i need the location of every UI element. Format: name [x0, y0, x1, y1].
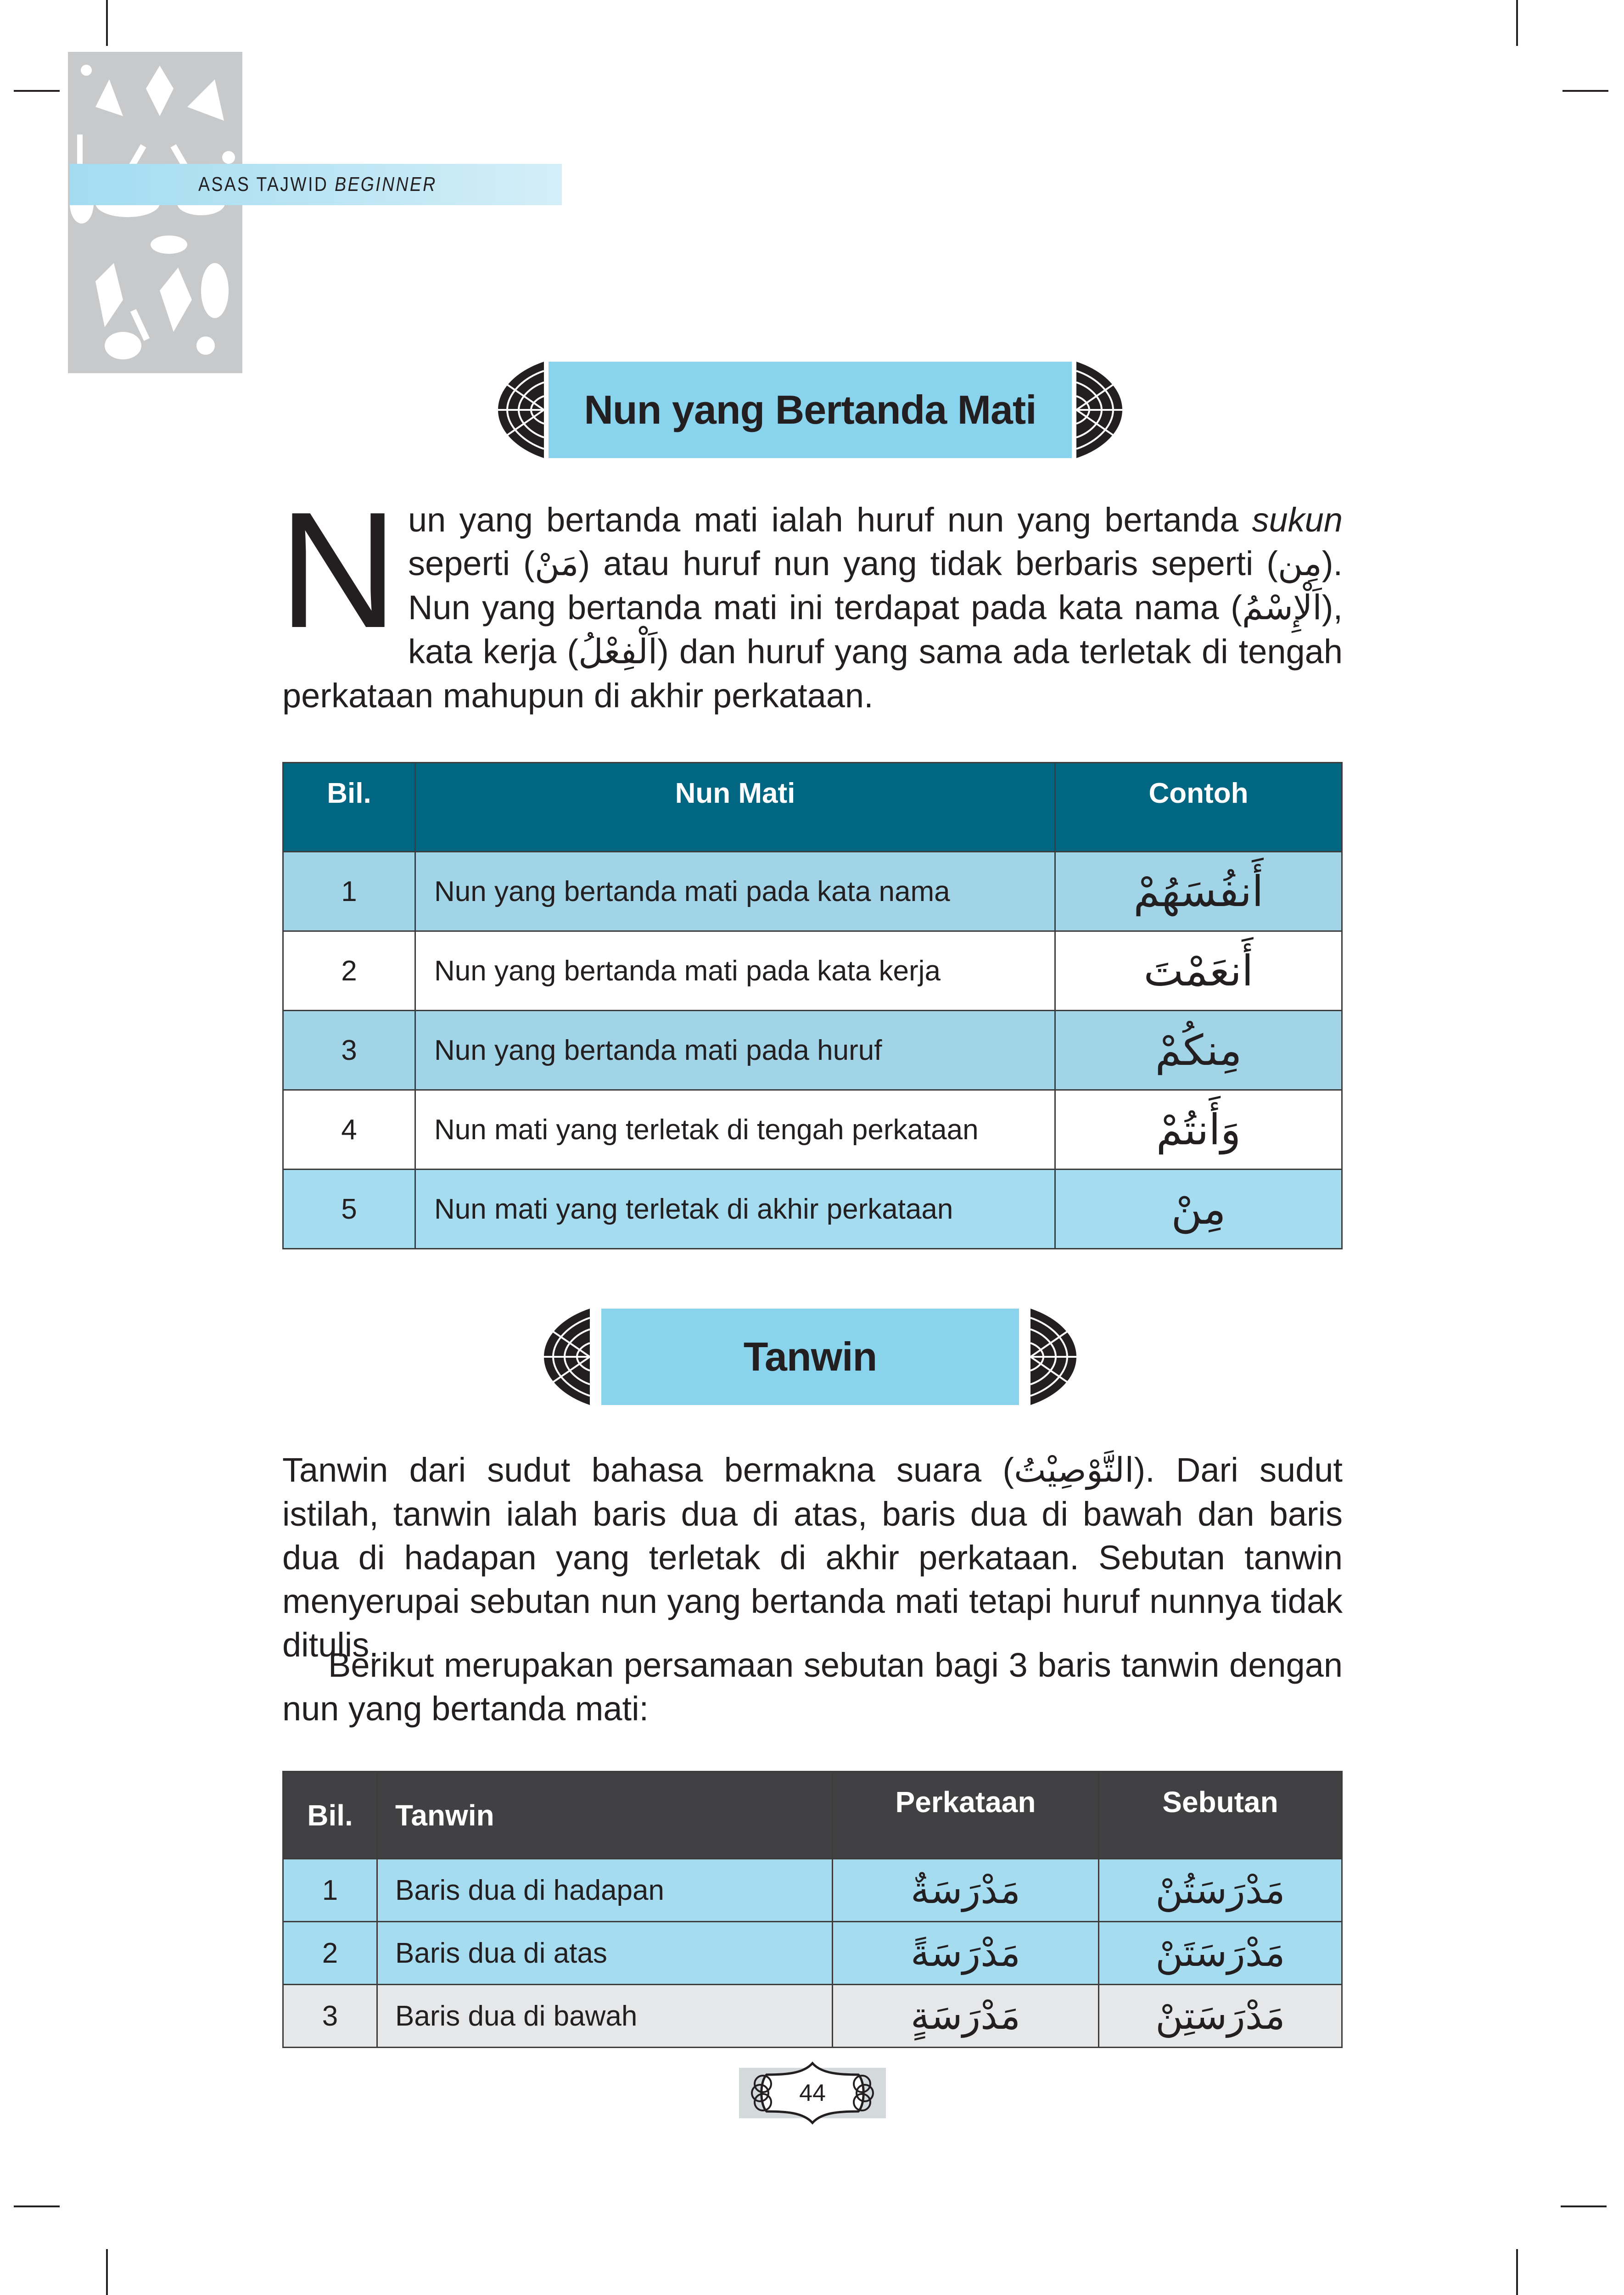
row-number: 4 — [283, 1090, 415, 1170]
column-header-tanwin: Tanwin — [377, 1772, 833, 1859]
corner-mandala-ornament — [68, 52, 242, 373]
tanwin-paragraph — [282, 1448, 1343, 1667]
row-perkataan-arabic: مَدْرَسَةٍ — [833, 1985, 1099, 2048]
paragraph-text: ). Dari sudut istilah, tanwin ialah baris dua di atas, baris dua di bawah dan baris dua di hadapan yang terletak di akhir perkataan. Sebutan tanwin menyerupai sebutan nun yang bertanda mati tetapi huruf nunnya tidak ditulis. — [282, 1451, 1343, 1664]
row-description: Nun mati yang terletak di akhir perkataan — [415, 1170, 1055, 1249]
book-title-italic: BEGINNER — [335, 173, 437, 196]
paragraph-text: Tanwin dari sudut bahasa bermakna suara ( — [282, 1451, 1014, 1489]
running-header — [70, 164, 562, 205]
crop-mark-top-right-horizontal — [1562, 90, 1608, 92]
tanwin-intro-paragraph — [282, 1643, 1343, 1730]
arabic-word: مِن — [1277, 544, 1322, 583]
table-row — [283, 1922, 1342, 1985]
page-number-badge — [734, 2056, 890, 2130]
row-number: 2 — [283, 931, 415, 1011]
paragraph-text: ) dan huruf yang sama ada terletak di tengah perkataan mahupun di akhir perkataan. — [282, 633, 1343, 715]
row-description: Nun yang bertanda mati pada huruf — [415, 1011, 1055, 1090]
table-row — [283, 852, 1342, 931]
running-header-title — [198, 173, 437, 196]
row-sebutan-arabic: مَدْرَسَتَنْ — [1099, 1922, 1342, 1985]
paragraph-term-sukun: sukun — [1252, 501, 1343, 539]
arabic-word: اَلْفِعْلُ — [578, 632, 658, 672]
section-banner-box — [549, 359, 1072, 461]
paragraph-text: Berikut merupakan persamaan sebutan bagi 3 baris tanwin dengan nun yang bertanda mati: — [282, 1646, 1343, 1728]
crop-mark-bottom-right-horizontal — [1561, 2205, 1607, 2207]
row-example-arabic: مِنْ — [1055, 1170, 1342, 1249]
mandala-half-right-icon — [1030, 1309, 1076, 1405]
crop-mark-bottom-left-vertical — [106, 2249, 108, 2295]
row-perkataan-arabic: مَدْرَسَةٌ — [833, 1859, 1099, 1922]
section-banner-box — [601, 1306, 1019, 1408]
drop-cap: N — [279, 478, 398, 662]
arabic-word: التَّوْصِيْتُ — [1014, 1450, 1134, 1490]
row-number: 3 — [283, 1985, 377, 2048]
table-row — [283, 931, 1342, 1011]
paragraph-text: seperti ( — [408, 544, 535, 582]
row-tanwin: Baris dua di hadapan — [377, 1859, 833, 1922]
section-heading: Nun yang Bertanda Mati — [584, 387, 1036, 432]
crop-mark-bottom-left-horizontal — [14, 2205, 60, 2207]
row-example-arabic: وَأَنتُمْ — [1055, 1090, 1342, 1170]
arabic-word: مَنْ — [534, 544, 579, 583]
column-header-contoh: Contoh — [1055, 763, 1342, 852]
crop-mark-top-left-vertical — [106, 0, 108, 46]
table-header-row — [283, 763, 1342, 852]
table-header-row — [283, 1772, 1342, 1859]
row-example-arabic: أَنفُسَهُمْ — [1055, 852, 1342, 931]
arabic-word: اَلْإِسْمُ — [1242, 588, 1322, 627]
column-header-nun-mati: Nun Mati — [415, 763, 1055, 852]
nun-mati-paragraph — [279, 478, 1343, 717]
row-perkataan-arabic: مَدْرَسَةً — [833, 1922, 1099, 1985]
row-tanwin: Baris dua di atas — [377, 1922, 833, 1985]
column-header-sebutan: Sebutan — [1099, 1772, 1342, 1859]
paragraph-text: ), kata kerja ( — [408, 588, 1343, 671]
paragraph-text: ) atau huruf nun yang tidak berbaris seperti ( — [578, 544, 1278, 582]
page-number: 44 — [799, 2080, 826, 2106]
crop-mark-top-right-vertical — [1516, 0, 1518, 46]
column-header-bil: Bil. — [283, 763, 415, 852]
paragraph-text: ). Nun yang bertanda mati ini terdapat pada kata nama ( — [408, 544, 1343, 627]
row-example-arabic: مِنكُمْ — [1055, 1011, 1342, 1090]
row-tanwin: Baris dua di bawah — [377, 1985, 833, 2048]
crop-mark-top-left-horizontal — [14, 90, 60, 92]
table-row — [283, 1170, 1342, 1249]
mandala-half-right-icon — [1076, 362, 1122, 458]
row-description: Nun yang bertanda mati pada kata kerja — [415, 931, 1055, 1011]
crop-mark-bottom-right-vertical — [1516, 2249, 1518, 2295]
row-number: 2 — [283, 1922, 377, 1985]
column-header-perkataan: Perkataan — [833, 1772, 1099, 1859]
section-banner-tanwin — [544, 1306, 1076, 1408]
mandala-half-left-icon — [544, 1309, 590, 1405]
mandala-half-left-icon — [498, 362, 544, 458]
row-sebutan-arabic: مَدْرَسَتِنْ — [1099, 1985, 1342, 2048]
row-number: 1 — [283, 1859, 377, 1922]
table-row — [283, 1011, 1342, 1090]
nun-mati-table — [282, 762, 1343, 1249]
table-row — [283, 1859, 1342, 1922]
row-number: 5 — [283, 1170, 415, 1249]
row-sebutan-arabic: مَدْرَسَتُنْ — [1099, 1859, 1342, 1922]
row-description: Nun mati yang terletak di tengah perkataan — [415, 1090, 1055, 1170]
tanwin-table — [282, 1771, 1343, 2048]
section-banner-nun-mati — [498, 359, 1122, 461]
row-number: 3 — [283, 1011, 415, 1090]
row-number: 1 — [283, 852, 415, 931]
table-row — [283, 1090, 1342, 1170]
paragraph-text: un yang bertanda mati ialah huruf nun yang bertanda — [408, 501, 1252, 539]
row-example-arabic: أَنعَمْتَ — [1055, 931, 1342, 1011]
section-heading: Tanwin — [743, 1334, 877, 1379]
column-header-bil: Bil. — [283, 1772, 377, 1859]
table-row — [283, 1985, 1342, 2048]
row-description: Nun yang bertanda mati pada kata nama — [415, 852, 1055, 931]
book-title: ASAS TAJWID — [198, 173, 329, 196]
